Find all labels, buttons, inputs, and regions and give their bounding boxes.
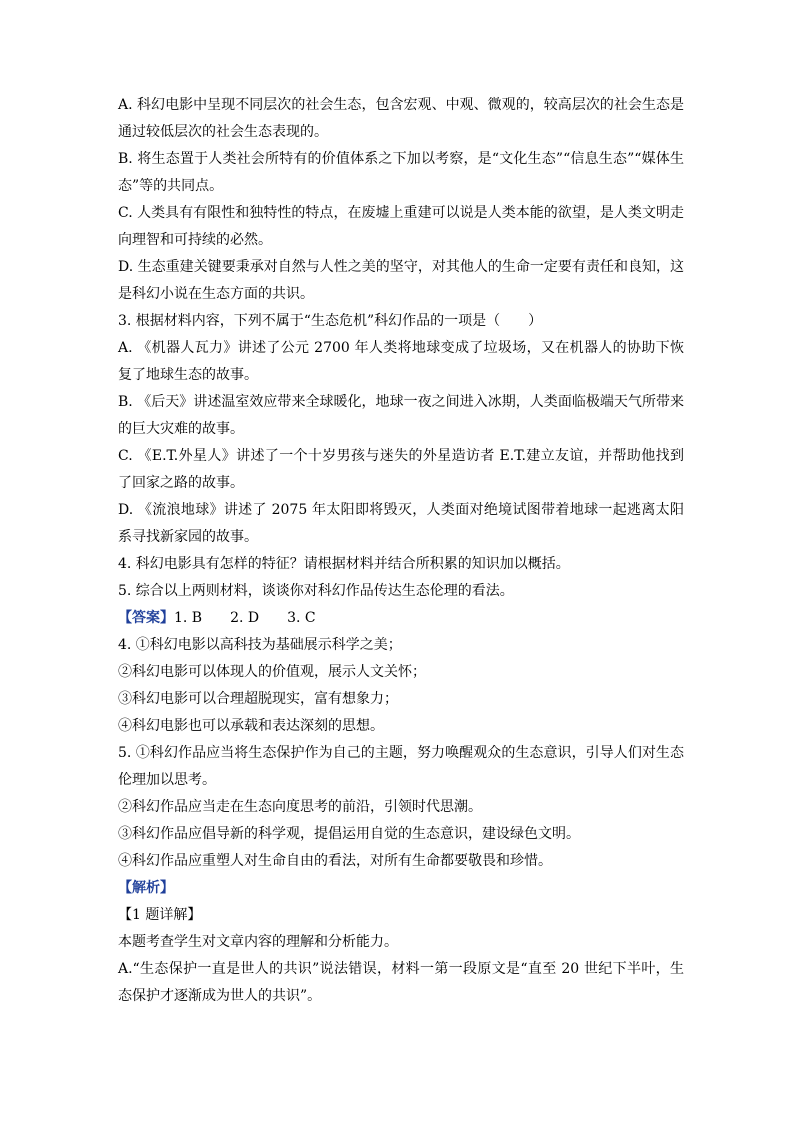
option-a-1: A. 科幻电影中呈现不同层次的社会生态，包含宏观、中观、微观的，较高层次的社会生态是通过较低层次的社会生态表现的。 (118, 97, 684, 140)
analysis-heading (118, 875, 684, 902)
option-a-3: A. 《机器人瓦力》讲述了公元 2700 年人类将地球变成了垃圾场，又在机器人的协助下恢复了地球生态的故事。 (118, 340, 684, 383)
option-b-1: B. 将生态置于人类社会所特有的价值体系之下加以考察，是“文化生态”“信息生态”“媒体生态”等的共同点。 (118, 151, 684, 194)
option-c-3: C. 《E.T.外星人》讲述了一个十岁男孩与迷失的外星造访者 E.T.建立友谊，并帮助他找到了回家之路的故事。 (118, 448, 684, 491)
analysis-detail: A.“生态保护一直是世人的共识”说法错误，材料一第一段原文是“直至 20 世纪下半叶，生态保护才逐渐成为世人的共识”。 (118, 961, 684, 1004)
option-b-3: B. 《后天》讲述温室效应带来全球暖化，地球一夜之间进入冰期，人类面临极端天气所带来的巨大灾难的故事。 (118, 394, 684, 437)
option-c-1: C. 人类具有有限性和独特性的特点，在废墟上重建可以说是人类本能的欲望，是人类文明走向理智和可持续的必然。 (118, 205, 684, 248)
answer-5-3: ③科幻作品应倡导新的科学观，提倡运用自觉的生态意识，建设绿色文明。 (118, 826, 580, 842)
answer-5-4: ④科幻作品应重塑人对生命自由的看法，对所有生命都要敬畏和珍惜。 (118, 853, 552, 869)
option-d-3: D. 《流浪地球》讲述了 2075 年太阳即将毁灭，人类面对绝境试图带着地球一起逃离太阳系寻找新家园的故事。 (118, 502, 684, 545)
answer-4-2: ②科幻电影可以体现人的价值观，展示人文关怀； (118, 664, 426, 680)
document-page (118, 92, 684, 1010)
question-4: 4. 科幻电影具有怎样的特征？请根据材料并结合所积累的知识加以概括。 (118, 556, 570, 572)
answer-5-2: ②科幻作品应当走在生态向度思考的前沿，引领时代思潮。 (118, 799, 482, 815)
analysis-intro: 本题考查学生对文章内容的理解和分析能力。 (118, 934, 398, 950)
answer-5-1: 5. ①科幻作品应当将生态保护作为自己的主题，努力唤醒观众的生态意识，引导人们对生态伦理加以思考。 (118, 745, 684, 788)
answer-4-4: ④科幻电影也可以承载和表达深刻的思想。 (118, 718, 384, 734)
question-3: 3. 根据材料内容，下列不属于“生态危机”科幻作品的一项是（ ） (118, 313, 543, 329)
analysis-label: 【解析】 (118, 880, 174, 896)
answer-4-1: 4. ①科幻电影以高科技为基础展示科学之美； (118, 637, 402, 653)
answer-choices: 1. B 2. D 3. C (174, 610, 316, 626)
answer-line (118, 605, 684, 632)
analysis-subheading: 【1 题详解】 (118, 907, 202, 923)
answer-4-3: ③科幻电影可以合理超脱现实，富有想象力； (118, 691, 398, 707)
question-5: 5. 综合以上两则材料，谈谈你对科幻作品传达生态伦理的看法。 (118, 583, 514, 599)
answer-label: 【答案】 (118, 610, 174, 626)
option-d-1: D. 生态重建关键要秉承对自然与人性之美的坚守，对其他人的生命一定要有责任和良知，这是科幻小说在生态方面的共识。 (118, 259, 684, 302)
